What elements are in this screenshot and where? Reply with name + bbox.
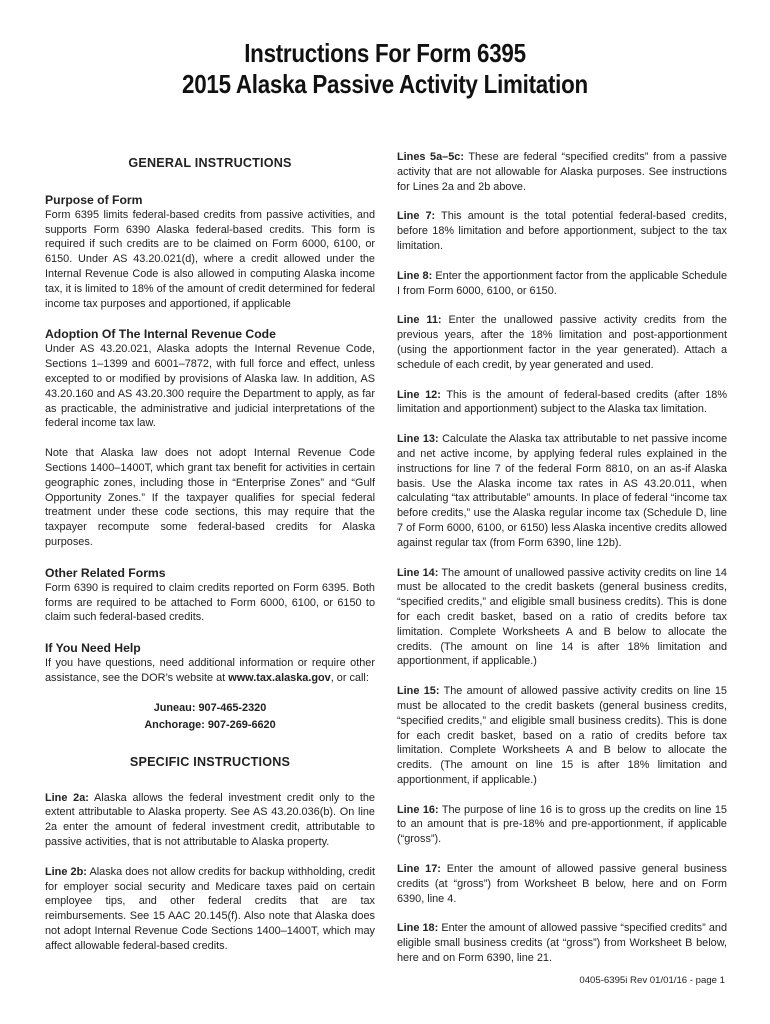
line-instruction xyxy=(397,313,727,372)
line-text: Enter the amount of allowed passive general business credits (at “gross”) from Worksheet B below, here and on Form 6390, line 4. xyxy=(397,863,727,905)
line-instruction xyxy=(397,432,727,550)
line-label: Line 16: xyxy=(397,803,439,816)
document-title xyxy=(54,38,716,100)
line-label: Line 17: xyxy=(397,863,441,876)
line-text: The amount of unallowed passive activity credits on line 14 must be allocated to the credit baskets (general business credits, “specified credits,” and eligible small business credits). This is done for each credit basket, based on a ratio of credits before tax limitation. Complete Worksheets A and B below to allocate the credits. (The amount on line 14 is after 18% limitation and apportionment, if applicable.) xyxy=(397,566,727,668)
line-instruction xyxy=(397,684,727,788)
page-footer: 0405-6395i Rev 01/01/16 - page 1 xyxy=(579,975,725,986)
specific-instructions-heading: SPECIFIC INSTRUCTIONS xyxy=(129,754,291,769)
line-label: Line 18: xyxy=(397,922,439,935)
line-2a-text: Alaska allows the federal investment credit only to the extent attributable to Alaska property. See AS 43.20.036(b). On line 2a enter the amount of federal investment credit, attributable to passive activities, that is not attributable to Alaska property. xyxy=(45,791,375,848)
help-text xyxy=(45,656,375,686)
line-instruction xyxy=(397,803,727,847)
right-column xyxy=(397,150,727,966)
anchorage-phone: Anchorage: 907-269-6620 xyxy=(144,718,276,731)
line-instruction xyxy=(397,921,727,965)
line-label: Line 13: xyxy=(397,433,439,446)
title-line-2: 2015 Alaska Passive Activity Limitation xyxy=(182,69,588,99)
line-text: This is the amount of federal-based credits (after 18% limitation and apportionment) subject to the Alaska tax limitation. xyxy=(397,388,727,416)
line-2b-text: Alaska does not allow credits for backup withholding, credit for employer social security and Medicare taxes paid on certain employee tips, and other federal credits that are tax reimbursements. See 15 AAC 20.145(f). Also note that Alaska does not adopt Internal Revenue Code Sections 1400–1400T, which may affect allowable federal-based credits. xyxy=(45,865,375,952)
line-instruction xyxy=(397,269,727,299)
help-heading: If You Need Help xyxy=(45,641,141,656)
help-text-before: If you have questions, need additional information or require other assistance, see the DOR’s website at xyxy=(45,657,375,684)
line-instruction xyxy=(397,566,727,670)
adoption-text-1: Under AS 43.20.021, Alaska adopts the Internal Revenue Code, Sections 1–1399 and 6001–7872, with full force and effect, unless excepted to or modified by provisions of Alaska law. In addition, AS 43.20.160 and AS 43.20.300 require the Department to apply, as far as practicable, the administrative and judicial interpretations of the federal income tax law. xyxy=(45,343,375,430)
line-instruction xyxy=(397,150,727,194)
line-2a-paragraph xyxy=(45,791,375,850)
line-label: Lines 5a–5c: xyxy=(397,151,464,163)
line-instruction xyxy=(397,209,727,253)
line-text: These are federal “specified credits” from a passive activity that are not allowable for Alaska purposes. See instructions for Lines 2a and 2b above. xyxy=(397,151,727,193)
left-column xyxy=(45,150,375,953)
line-text: Enter the apportionment factor from the applicable Schedule I from Form 6000, 6100, or 6150. xyxy=(397,269,727,297)
line-text: Calculate the Alaska tax attributable to net passive income and net active income, by applying federal rules explained in the instructions for line 7 of the federal Form 8810, on an as-if Alaska basis. Use the Alaska income tax rates in AS 43.20.011, when calculating “tax attributable” amounts. In place of federal “income tax before credits,” use the Alaska regular income tax (Schedule D, line 7 of Form 6000, 6100, or 6150) less Alaska incentive credits allowed against regular tax (from Form 6390, line 12b). xyxy=(397,433,728,549)
line-text: This amount is the total potential federal-based credits, before 18% limitation and before apportionment, subject to the tax limitation. xyxy=(397,210,727,252)
adoption-text-2: Note that Alaska law does not adopt Internal Revenue Code Sections 1400–1400T, which grant tax benefit for activities in certain geographic zones, including those in “Enterprise Zones” and “Gulf Opportunity Zones.” If the taxpayer qualifies for special federal treatment under these code sections, this may require that the taxpayer recompute some federal-based credits for Alaska purposes. xyxy=(45,447,375,548)
line-label: Line 14: xyxy=(397,566,439,579)
line-2a-label: Line 2a: xyxy=(45,791,89,804)
line-instruction xyxy=(397,388,727,418)
line-2b-label: Line 2b: xyxy=(45,865,87,878)
phone-contacts xyxy=(45,700,375,734)
line-text: The amount of allowed passive activity credits on line 15 must be allocated to the credit baskets (general business credits, “specified credits,” and eligible small business credits). This is done for each credit basket, based on a ratio of credits before tax limitation. Complete Worksheets A and B below to allocate the credits. (The amount on line 15 is after 18% limitation and apportionment, if applicable.) xyxy=(397,685,727,786)
other-forms-text: Form 6390 is required to claim credits reported on Form 6395. Both forms are required to be attached to Form 6000, 6100, or 6150 to claim such federal-based credits. xyxy=(45,581,375,624)
line-label: Line 11: xyxy=(397,314,442,327)
general-instructions-heading: GENERAL INSTRUCTIONS xyxy=(128,156,292,170)
line-label: Line 12: xyxy=(397,388,441,401)
line-label: Line 15: xyxy=(397,685,440,698)
line-2b-paragraph xyxy=(45,865,375,954)
title-line-1: Instructions For Form 6395 xyxy=(244,38,526,68)
adoption-heading: Adoption Of The Internal Revenue Code xyxy=(45,327,276,342)
line-instruction xyxy=(397,862,727,906)
purpose-text: Form 6395 limits federal-based credits from passive activities, and supports Form 6390 Alaska federal-based credits. This form is required if such credits are to be claimed on Form 6000, 6100, or 6150. Under AS 43.20.021(d), where a credit allowed under the Internal Revenue Code is also allowed in computing Alaska income tax, it is limited to 18% of the amount of credit determined for federal income tax purposes and apportioned, if applicable xyxy=(45,208,375,310)
line-label: Line 8: xyxy=(397,269,433,282)
line-text: Enter the amount of allowed passive “specified credits” and eligible small business credits (at “gross”) from Worksheet B below, here and on Form 6390, line 21. xyxy=(397,922,728,965)
juneau-phone: Juneau: 907-465-2320 xyxy=(153,701,267,714)
purpose-heading: Purpose of Form xyxy=(45,192,143,207)
line-label: Line 7: xyxy=(397,210,436,223)
other-forms-heading: Other Related Forms xyxy=(45,565,166,580)
line-text: The purpose of line 16 is to gross up the credits on line 15 to an amount that is pre-18% and pre-apportionment, if applicable (“gross”). xyxy=(397,803,727,846)
line-text: Enter the unallowed passive activity credits from the previous years, after the 18% limitation and post-apportionment (using the apportionment factor in the year generated). Attach a schedule of each credit, by year generated and used. xyxy=(397,314,727,371)
website-link[interactable]: www.tax.alaska.gov xyxy=(228,671,331,684)
help-text-after: , or call: xyxy=(330,671,369,684)
